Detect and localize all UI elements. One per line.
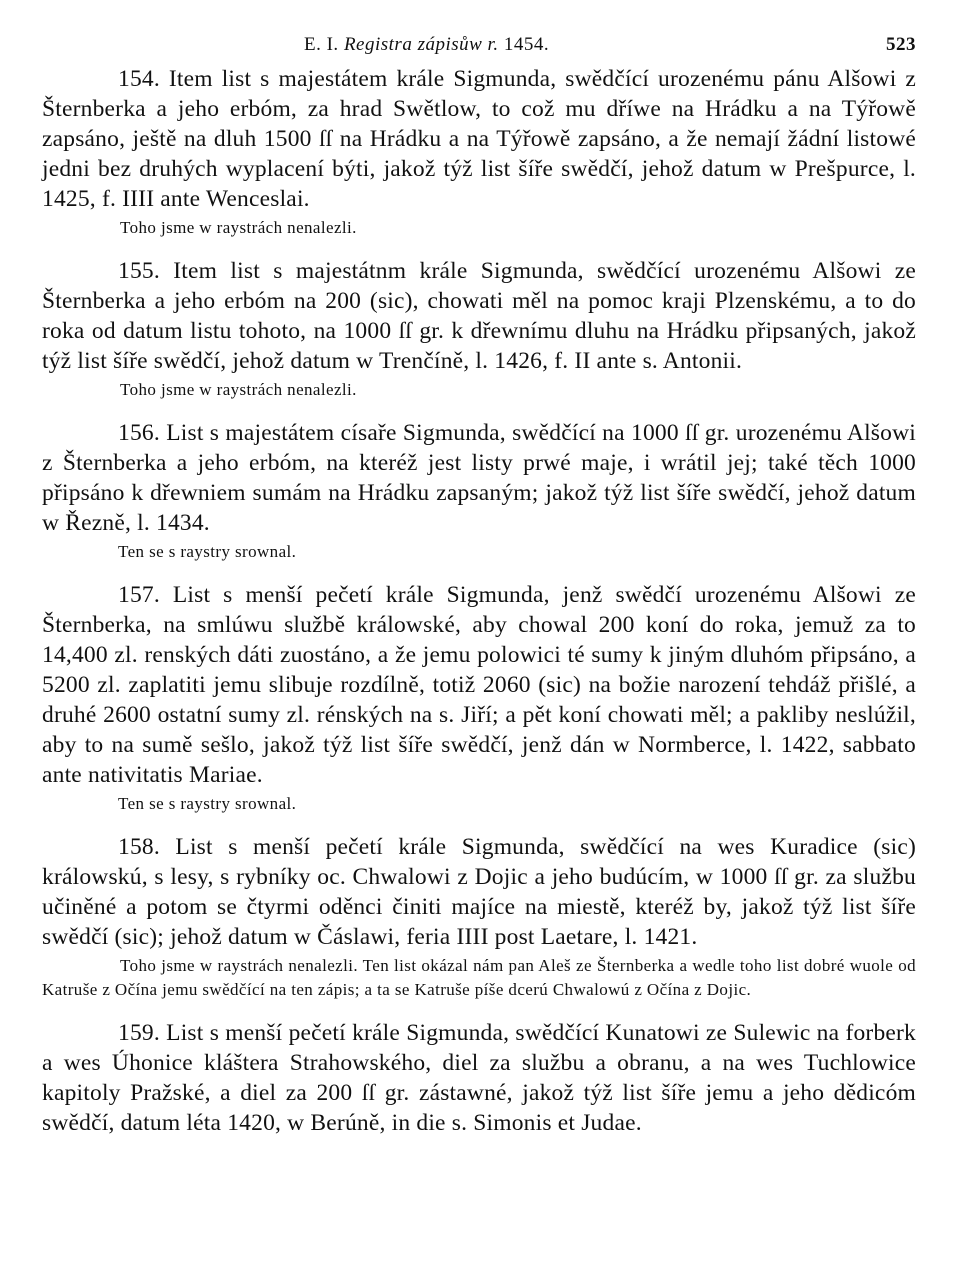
entry-number: 158.	[118, 834, 160, 860]
entry-note: Ten se s raystry srownal.	[118, 794, 297, 813]
entry-154	[42, 64, 916, 240]
entry-body: List s menší pečetí krále Sigmunda, jenž swědčí urozenému Alšowi ze Šternberka, na smlúwu službě králowské, aby chowal 200 koní do roka, jemuž za to 14,400 zl. renských dáti zuostáno, a že jemu polowici té sumy k jiným dluhóm připsáno, a 5200 zl. zaplatiti jemu slibuje rozdílně, totiž 2060 (sic) na božie narození tehdáž přišlé, a druhé 2600 ostatní sumy zl. rénských na s. Jiří; a pět koní chowati měl; a pakliby neslúžil, aby to na sumě sešlo, jakož týž list šíře swědčí, jenž dán w Normberce, l. 1422, sabbato ante nativitatis Mariae.	[42, 582, 916, 788]
entry-text	[42, 418, 916, 538]
entry-note: Toho jsme w raystrách nenalezli.	[120, 218, 357, 237]
entry-note: Ten se s raystry srownal.	[118, 542, 297, 561]
running-head-prefix: E. I.	[304, 34, 339, 55]
entry-number: 155.	[118, 258, 160, 284]
running-head	[304, 34, 549, 56]
page-header	[42, 30, 916, 64]
entry-body: Item list s majestátem krále Sigmunda, swědčící urozenému pánu Alšowi z Šternberka a jeho erbóm, za hrad Swětlow, to což mu dříwe na Hrádku a na Týřowě zapsáno, ještě na dluh 1500 ſſ na Hrádku a na Týřowě zapsáno, a že nemají žádní listowé jedni bez druhých wyplacení býti, jakož týž list šíře swědčí, jehož datum w Prešpurce, l. 1425, f. IIII ante Wenceslai.	[42, 66, 917, 212]
entry-text	[42, 256, 916, 376]
entry-text	[42, 580, 916, 790]
entry-number: 157.	[118, 582, 160, 608]
entry-157	[42, 580, 916, 816]
entry-159	[42, 1018, 916, 1138]
entry-text	[42, 64, 916, 214]
entry-body: Item list s majestátnm krále Sigmunda, swědčící urozenému Alšowi ze Šternberka a jeho erbóm na 200 (sic), chowati měl na pomoc kraji Plzenskému, a to do roka od datum listu tohoto, na 1000 ſſ gr. k dřewnímu dluhu na Hrádku připsaných, jakož týž list šíře swědčí, jehož datum w Trenčíně, l. 1426, f. II ante s. Antonii.	[42, 258, 916, 374]
document-page	[42, 30, 916, 1154]
entry-note: Toho jsme w raystrách nenalezli.	[120, 380, 357, 399]
running-head-year: 1454.	[503, 34, 550, 55]
entry-number: 154.	[118, 66, 160, 92]
entry-text	[42, 1018, 916, 1138]
entry-155	[42, 256, 916, 402]
entry-body: List s majestátem císaře Sigmunda, swědčící na 1000 ſſ gr. urozenému Alšowi z Šternberka a jeho erbóm, na kteréž jest listy prwé maje, i wrátil jej; také těch 1000 připsáno k dřewniem sumám na Hrádku zapsaným; jakož týž list šíře swědčí, jehož datum w Řezně, l. 1434.	[42, 420, 916, 536]
entry-156	[42, 418, 916, 564]
entry-text	[42, 832, 916, 952]
entry-number: 156.	[118, 420, 160, 446]
running-head-title: Registra zápisůw r.	[343, 34, 499, 55]
entry-158	[42, 832, 916, 1002]
entry-note: Toho jsme w raystrách nenalezli. Ten list okázal nám pan Aleš ze Šternberka a wedle toho list dobré wuole od Katruše z Očína jemu swědčící na ten zápis; a ta se Katruše píše dcerú Chwalowú z Očína z Dojic.	[42, 956, 916, 999]
entry-body: List s menší pečetí krále Sigmunda, swědčící na wes Kuradice (sic) králowskú, s lesy, s rybníky oc. Chwalowi z Dojic a jeho budúcím, w 1000 ſſ gr. za službu učiněné a potom se čtyrmi oděnci činiti majíce na miestě, kteréž by, jakož týž list šíře swědčí (sic); jehož datum w Čáslawi, feria IIII post Laetare, l. 1421.	[42, 834, 916, 950]
entry-body: List s menší pečetí krále Sigmunda, swědčící Kunatowi ze Sulewic na forberk a wes Úhonice kláštera Strahowského, diel za službu a obranu, a na wes Tuchlowice kapitoly Pražské, a diel za 200 ſſ gr. zástawné, jakož týž list šíře jemu a jeho dědicóm swědčí, datum léta 1420, w Berúně, in die s. Simonis et Judae.	[42, 1020, 917, 1136]
page-number: 523	[886, 34, 916, 55]
entry-number: 159.	[118, 1020, 160, 1046]
